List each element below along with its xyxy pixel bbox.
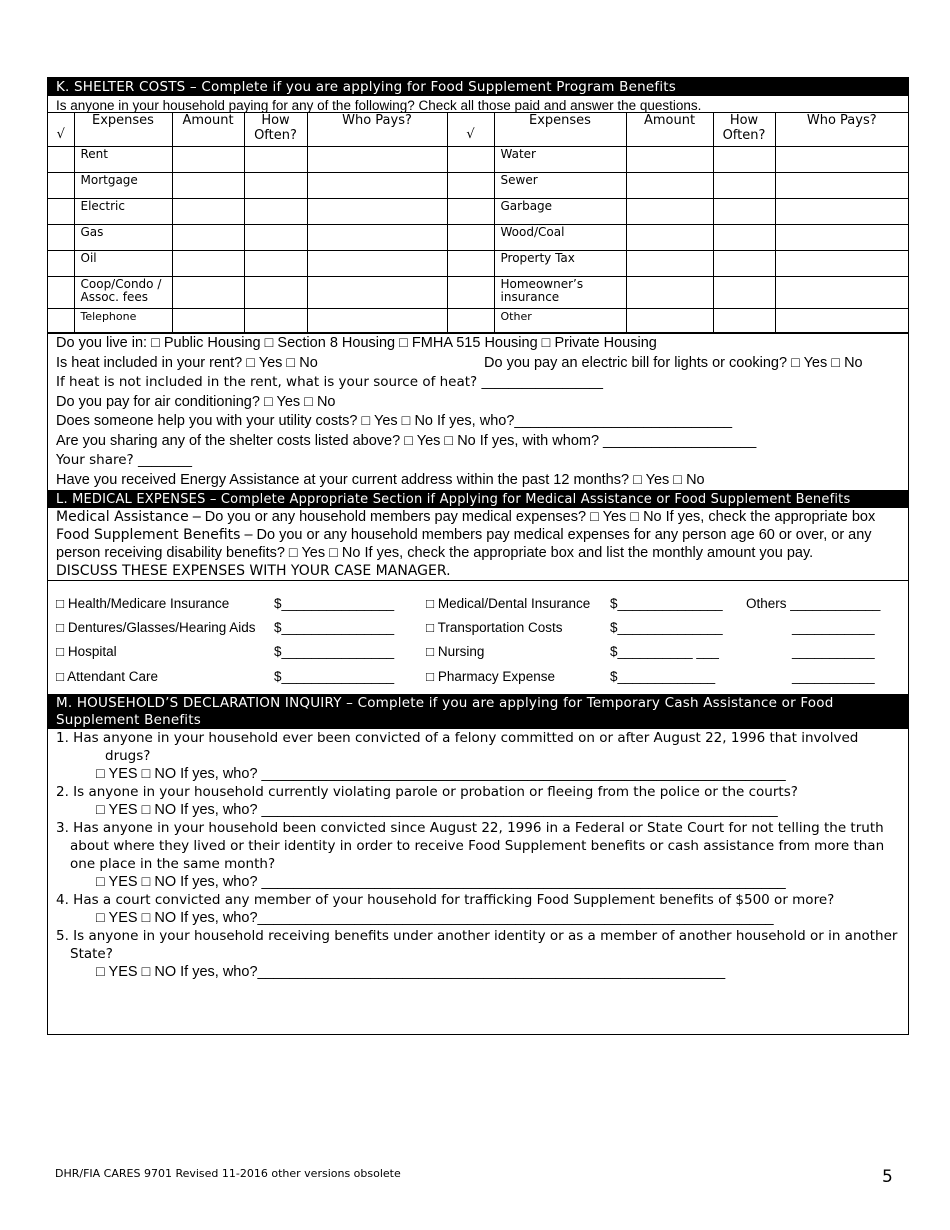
housing-type-question[interactable]: Do you live in: □ Public Housing □ Section 8 Housing □ FMHA 515 Housing □ Private Housing — [56, 335, 657, 351]
amount-cell[interactable] — [172, 309, 244, 333]
medical-questions — [48, 508, 908, 581]
who-pays-cell[interactable] — [307, 277, 447, 309]
shelter-questions — [48, 333, 908, 490]
how-often-cell[interactable] — [713, 309, 775, 333]
shelter-row — [48, 225, 908, 251]
shelter-row — [48, 147, 908, 173]
who-pays-cell[interactable] — [307, 309, 447, 333]
check-cell[interactable] — [447, 251, 494, 277]
expenses-col-header: Expenses — [74, 113, 172, 147]
expense-label: Coop/Condo / Assoc. fees — [74, 277, 172, 309]
other-amount-2[interactable]: ___________ — [792, 644, 875, 659]
how-often-cell[interactable] — [244, 173, 307, 199]
check-cell[interactable] — [447, 173, 494, 199]
expense-label: Telephone — [74, 309, 172, 333]
answer-3[interactable]: □ YES □ NO If yes, who? _________________________________________________________________ — [96, 874, 786, 890]
check-col-header: √ — [48, 113, 74, 147]
air-conditioning-question[interactable]: Do you pay for air conditioning? □ Yes □ No — [56, 393, 336, 410]
answer-1[interactable]: □ YES □ NO If yes, who? _________________________________________________________________ — [96, 766, 786, 782]
expenses-col-header-2: Expenses — [494, 113, 626, 147]
how-often-cell[interactable] — [713, 277, 775, 309]
check-cell[interactable] — [48, 251, 74, 277]
how-often-col-header-2: How Often? — [713, 113, 775, 147]
check-cell[interactable] — [48, 225, 74, 251]
heat-included-question[interactable]: Is heat included in your rent? □ Yes □ No — [56, 354, 318, 371]
others-field[interactable]: Others ____________ — [746, 596, 881, 611]
answer-5[interactable]: □ YES □ NO If yes, who?__________________________________________________________ — [96, 964, 726, 980]
other-amount-1[interactable]: ___________ — [792, 620, 875, 635]
section-m-header: M. HOUSEHOLD’S DECLARATION INQUIRY – Complete if you are applying for Temporary Cash Assistance or Food Supplement Benefits — [48, 694, 908, 729]
check-cell[interactable] — [48, 199, 74, 225]
how-often-cell[interactable] — [244, 225, 307, 251]
how-often-cell[interactable] — [244, 199, 307, 225]
expense-label: Garbage — [494, 199, 626, 225]
expense-label: Homeowner’s insurance — [494, 277, 626, 309]
how-often-cell[interactable] — [713, 173, 775, 199]
amount-cell[interactable] — [626, 173, 713, 199]
how-often-cell[interactable] — [713, 251, 775, 277]
transportation-checkbox[interactable]: □ Transportation Costs — [426, 620, 563, 635]
section-l-header: L. MEDICAL EXPENSES – Complete Appropriate Section if Applying for Medical Assistance or Food Supplement Benefits — [48, 490, 908, 508]
expense-label: Sewer — [494, 173, 626, 199]
answer-2[interactable]: □ YES □ NO If yes, who? ________________________________________________________________ — [96, 802, 778, 818]
expense-label: Rent — [74, 147, 172, 173]
how-often-cell[interactable] — [244, 147, 307, 173]
nursing-amount[interactable]: $__________ ___ — [610, 644, 719, 659]
who-pays-cell[interactable] — [775, 199, 908, 225]
shelter-row — [48, 199, 908, 225]
hospital-checkbox[interactable]: □ Hospital — [56, 644, 117, 659]
amount-cell[interactable] — [626, 277, 713, 309]
how-often-col-header: How Often? — [244, 113, 307, 147]
amount-cell[interactable] — [626, 251, 713, 277]
check-cell[interactable] — [447, 277, 494, 309]
application-form — [47, 77, 909, 1035]
who-pays-col-header: Who Pays? — [307, 113, 447, 147]
amount-cell[interactable] — [172, 225, 244, 251]
section-k-header: K. SHELTER COSTS – Complete if you are applying for Food Supplement Program Benefits — [48, 78, 908, 96]
food-supplement-question[interactable]: Food Supplement Benefits – Do you or any household members pay medical expenses for any person age 60 or over, or any person receiving disability benefits? □ Yes □ No If yes, check the appropriate box and list the monthly amount you pay. — [56, 527, 872, 561]
expense-label: Gas — [74, 225, 172, 251]
shelter-row — [48, 309, 908, 333]
other-amount-3[interactable]: ___________ — [792, 669, 875, 684]
pharmacy-amount[interactable]: $_____________ — [610, 669, 716, 684]
question-1: 1. Has anyone in your household ever been convicted of a felony committed on or after August 22, 1996 that involved — [56, 730, 859, 746]
amount-cell[interactable] — [626, 199, 713, 225]
expense-label: Water — [494, 147, 626, 173]
medical-assistance-question[interactable]: Medical Assistance – Do you or any household members pay medical expenses? □ Yes □ No If yes, check the appropriate box — [56, 509, 876, 525]
who-pays-col-header-2: Who Pays? — [775, 113, 908, 147]
amount-cell[interactable] — [626, 225, 713, 251]
utility-help-question[interactable]: Does someone help you with your utility costs? □ Yes □ No If yes, who?___________________________ — [56, 413, 733, 429]
pharmacy-checkbox[interactable]: □ Pharmacy Expense — [426, 669, 555, 684]
medical-expense-grid — [48, 581, 908, 694]
question-5: 5. Is anyone in your household receiving benefits under another identity or as a member of another household or in another State? — [56, 928, 898, 962]
who-pays-cell[interactable] — [775, 309, 908, 333]
attendant-care-checkbox[interactable]: □ Attendant Care — [56, 669, 158, 684]
amount-cell[interactable] — [626, 309, 713, 333]
amount-cell[interactable] — [172, 173, 244, 199]
amount-cell[interactable] — [172, 147, 244, 173]
check-cell[interactable] — [48, 309, 74, 333]
question-1-cont: drugs? — [105, 748, 151, 764]
shelter-row — [48, 251, 908, 277]
shelter-row — [48, 173, 908, 199]
heat-included-row — [56, 354, 900, 374]
expense-label: Other — [494, 309, 626, 333]
how-often-cell[interactable] — [244, 277, 307, 309]
who-pays-cell[interactable] — [775, 251, 908, 277]
who-pays-cell[interactable] — [307, 173, 447, 199]
page-number: 5 — [882, 1167, 893, 1187]
amount-cell[interactable] — [172, 199, 244, 225]
who-pays-cell[interactable] — [775, 147, 908, 173]
check-cell[interactable] — [447, 199, 494, 225]
amount-cell[interactable] — [172, 277, 244, 309]
how-often-cell[interactable] — [244, 251, 307, 277]
medical-dental-checkbox[interactable]: □ Medical/Dental Insurance — [426, 596, 591, 611]
who-pays-cell[interactable] — [775, 225, 908, 251]
shared-costs-question[interactable]: Are you sharing any of the shelter costs listed above? □ Yes □ No If yes, with whom? ___________________ — [56, 432, 757, 449]
who-pays-cell[interactable] — [775, 277, 908, 309]
form-version-footer: DHR/FIA CARES 9701 Revised 11-2016 other versions obsolete — [55, 1167, 401, 1180]
expense-label: Mortgage — [74, 173, 172, 199]
who-pays-cell[interactable] — [307, 225, 447, 251]
how-often-cell[interactable] — [244, 309, 307, 333]
shelter-row — [48, 277, 908, 309]
check-cell[interactable] — [48, 277, 74, 309]
question-2: 2. Is anyone in your household currently violating parole or probation or fleeing from the police or the courts? — [56, 784, 798, 800]
check-cell[interactable] — [48, 147, 74, 173]
amount-cell[interactable] — [626, 147, 713, 173]
who-pays-cell[interactable] — [775, 173, 908, 199]
how-often-cell[interactable] — [713, 199, 775, 225]
dentures-checkbox[interactable]: □ Dentures/Glasses/Hearing Aids — [56, 620, 256, 635]
check-col-header-2: √ — [447, 113, 494, 147]
electric-bill-question[interactable]: Do you pay an electric bill for lights or cooking? □ Yes □ No — [484, 354, 863, 371]
question-4: 4. Has a court convicted any member of your household for trafficking Food Supplement benefits of $500 or more? — [56, 892, 835, 908]
hospital-amount[interactable]: $_______________ — [274, 644, 395, 659]
expense-label: Property Tax — [494, 251, 626, 277]
dentures-amount[interactable]: $_______________ — [274, 620, 395, 635]
health-insurance-checkbox[interactable]: □ Health/Medicare Insurance — [56, 596, 230, 611]
shelter-costs-table — [48, 113, 908, 333]
amount-col-header: Amount — [172, 113, 244, 147]
expense-label: Electric — [74, 199, 172, 225]
health-insurance-amount[interactable]: $_______________ — [274, 596, 395, 611]
check-cell[interactable] — [447, 225, 494, 251]
your-share-question[interactable]: Your share? ________ — [56, 452, 192, 468]
amount-col-header-2: Amount — [626, 113, 713, 147]
nursing-checkbox[interactable]: □ Nursing — [426, 644, 485, 659]
transportation-amount[interactable]: $______________ — [610, 620, 723, 635]
energy-assistance-question[interactable]: Have you received Energy Assistance at your current address within the past 12 months? □ Yes □ No — [56, 471, 705, 488]
who-pays-cell[interactable] — [307, 199, 447, 225]
expense-label: Oil — [74, 251, 172, 277]
check-cell[interactable] — [447, 147, 494, 173]
answer-4[interactable]: □ YES □ NO If yes, who?________________________________________________________________ — [96, 910, 774, 926]
who-pays-cell[interactable] — [307, 147, 447, 173]
declaration-questions — [48, 729, 908, 981]
amount-cell[interactable] — [172, 251, 244, 277]
section-k-instruction: Is anyone in your household paying for any of the following? Check all those paid and answer the questions. — [48, 96, 908, 113]
expense-label: Wood/Coal — [494, 225, 626, 251]
how-often-cell[interactable] — [713, 225, 775, 251]
attendant-care-amount[interactable]: $_______________ — [274, 669, 395, 684]
question-3: 3. Has anyone in your household been convicted since August 22, 1996 in a Federal or State Court for not telling the truth about where they lived or their identity in order to receive Food Supplement benefits or cash assistance from more than one place in the same month? — [56, 820, 885, 872]
medical-dental-amount[interactable]: $______________ — [610, 596, 723, 611]
check-cell[interactable] — [447, 309, 494, 333]
who-pays-cell[interactable] — [307, 251, 447, 277]
how-often-cell[interactable] — [713, 147, 775, 173]
heat-source-question[interactable]: If heat is not included in the rent, what is your source of heat? __________________ — [56, 374, 604, 390]
discuss-note: DISCUSS THESE EXPENSES WITH YOUR CASE MANAGER. — [56, 563, 451, 579]
check-cell[interactable] — [48, 173, 74, 199]
